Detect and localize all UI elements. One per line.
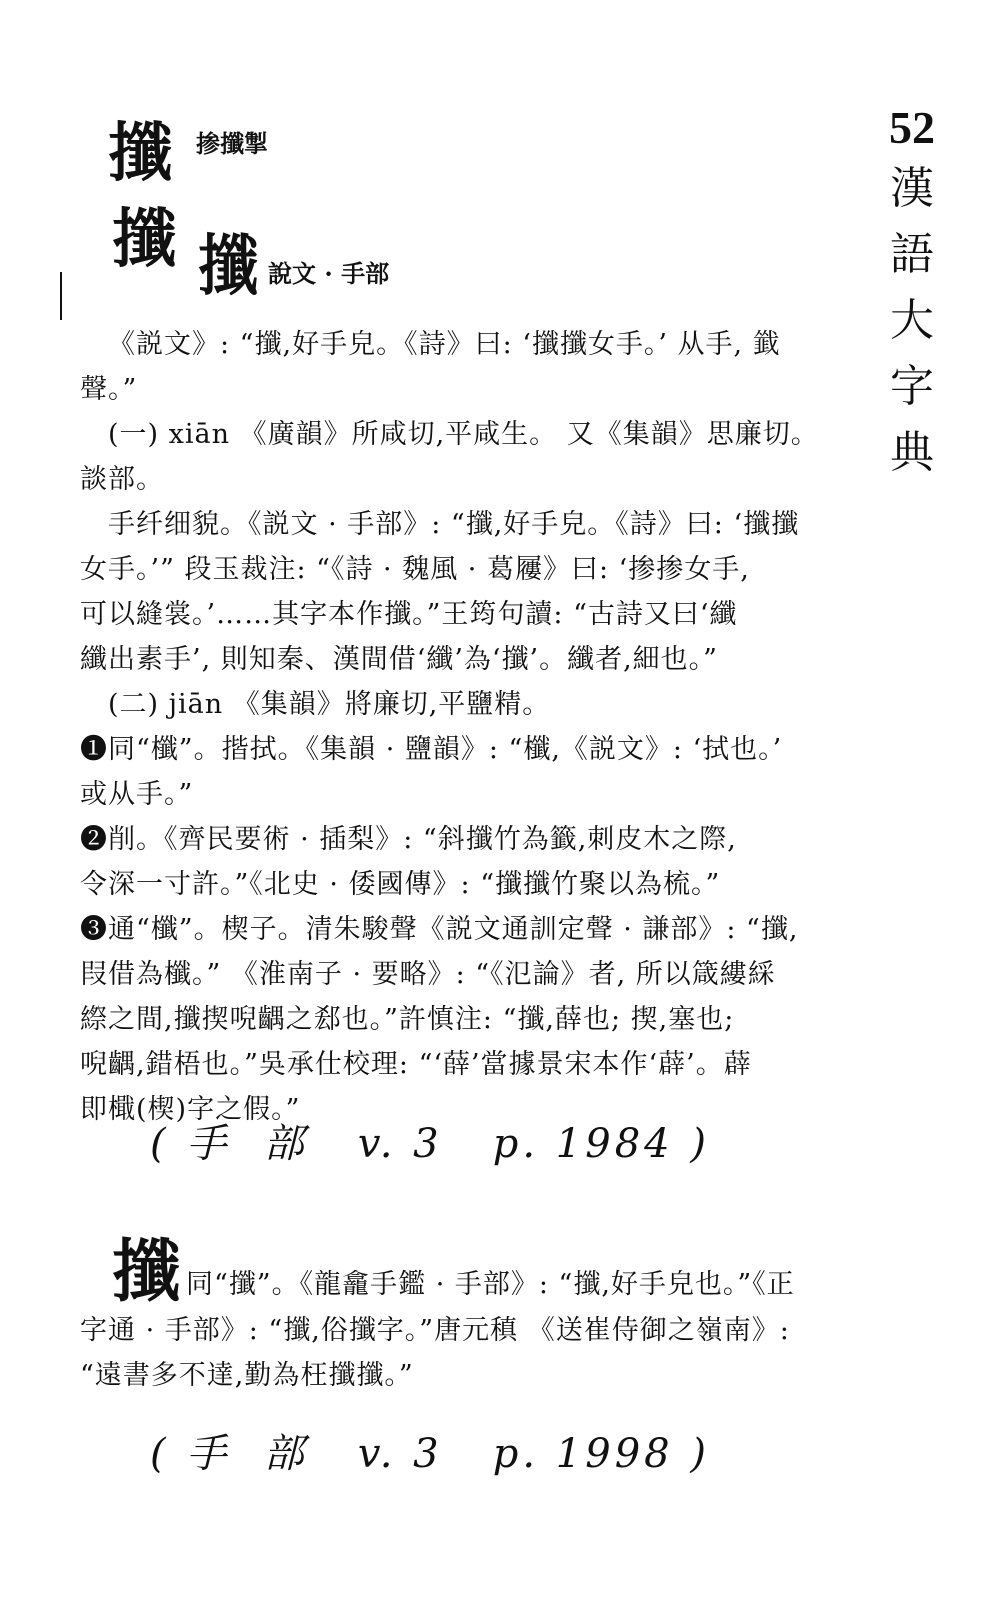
text-line: 叚借為櫼。” 《淮南子 · 要略》: “《氾論》者, 所以箴縷綵 xyxy=(80,959,776,990)
text-line: 可以縫裳。’……其字本作攕。”王筠句讀: “古詩又曰‘纖 xyxy=(80,599,738,630)
definition-line: 手纤细貌。《説文 · 手部》: “攕,好手皃。《詩》曰: ‘攕攕 xyxy=(108,509,800,540)
headword: 攕 xyxy=(112,202,176,277)
headword: 攕 xyxy=(112,1232,181,1312)
text-line: 纖出素手’, 則知秦、漢間借‘纖’為‘攕’。纖者,細也。” xyxy=(80,644,718,675)
dictionary-sidebar xyxy=(872,100,952,486)
entry-body xyxy=(80,1308,790,1398)
text-line: 縩之間,攕揳唲齵之郄也。”許慎注: “攕,薛也; 揳,塞也; xyxy=(80,1004,735,1035)
definition-line: ❶同“櫼”。揩拭。《集韻 · 鹽韻》: “櫼,《説文》: ‘拭也。’ xyxy=(80,734,783,765)
page-number: 52 xyxy=(889,102,935,153)
text-line: 聲。” xyxy=(80,374,138,405)
seal-script-char: 攕 xyxy=(198,228,258,305)
text-line: 即檝(楔)字之假。” xyxy=(80,1094,301,1125)
text-line: 《説文》: “攕,好手皃。《詩》曰: ‘攕攕女手。’ 从手, 韱 xyxy=(108,329,781,360)
sidebar-title-char: 語 xyxy=(890,229,934,280)
headword-variant-note: 掺攕掣 xyxy=(196,129,268,158)
text-line: 令深一寸許。”《北史 · 倭國傳》: “攕攕竹聚以為梳。” xyxy=(80,869,721,900)
margin-mark xyxy=(60,272,62,320)
headword-variant: 攕 xyxy=(108,116,172,191)
sidebar-title-char: 大 xyxy=(890,295,934,346)
entry-body xyxy=(80,322,860,1132)
source-label: 說文 · 手部 xyxy=(268,259,390,288)
handwritten-reference: ( 手 部 v. 3 p. 1984 ) xyxy=(150,1121,710,1167)
text-line: 女手。’” 段玉裁注: “《詩 · 魏風 · 葛屨》曰: ‘掺掺女手, xyxy=(80,554,750,585)
text-line: “遠書多不達,勤為枉攕攕。” xyxy=(80,1360,414,1391)
definition-line: ❷削。《齊民要術 · 插梨》: “斜攕竹為籤,刺皮木之際, xyxy=(80,824,737,855)
definition-line: ❸通“櫼”。楔子。清朱駿聲《説文通訓定聲 · 謙部》: “攕, xyxy=(80,914,799,945)
sidebar-title-char: 漢 xyxy=(890,163,934,214)
text-line: 唲齵,錯梧也。”吳承仕校理: “‘薛’當據景宋本作‘薜’。薜 xyxy=(80,1049,752,1080)
reading-line: (一) xiān 《廣韻》所咸切,平咸生。 又《集韻》思廉切。 xyxy=(108,419,819,450)
text-line: 或从手。” xyxy=(80,779,194,810)
reading-line: (二) jiān 《集韻》將廉切,平鹽精。 xyxy=(108,689,551,720)
sidebar-title-char: 典 xyxy=(890,427,934,478)
handwritten-reference: ( 手 部 v. 3 p. 1998 ) xyxy=(150,1431,710,1477)
text-line: 談部。 xyxy=(80,464,164,495)
sidebar-title-char: 字 xyxy=(890,361,934,412)
text-line: 同“攕”。《龍龕手鑑 · 手部》: “攕,好手皃也。”《正 xyxy=(186,1269,795,1300)
text-line: 字通 · 手部》: “攕,俗攕字。”唐元稹 《送崔侍御之嶺南》: xyxy=(80,1315,790,1346)
